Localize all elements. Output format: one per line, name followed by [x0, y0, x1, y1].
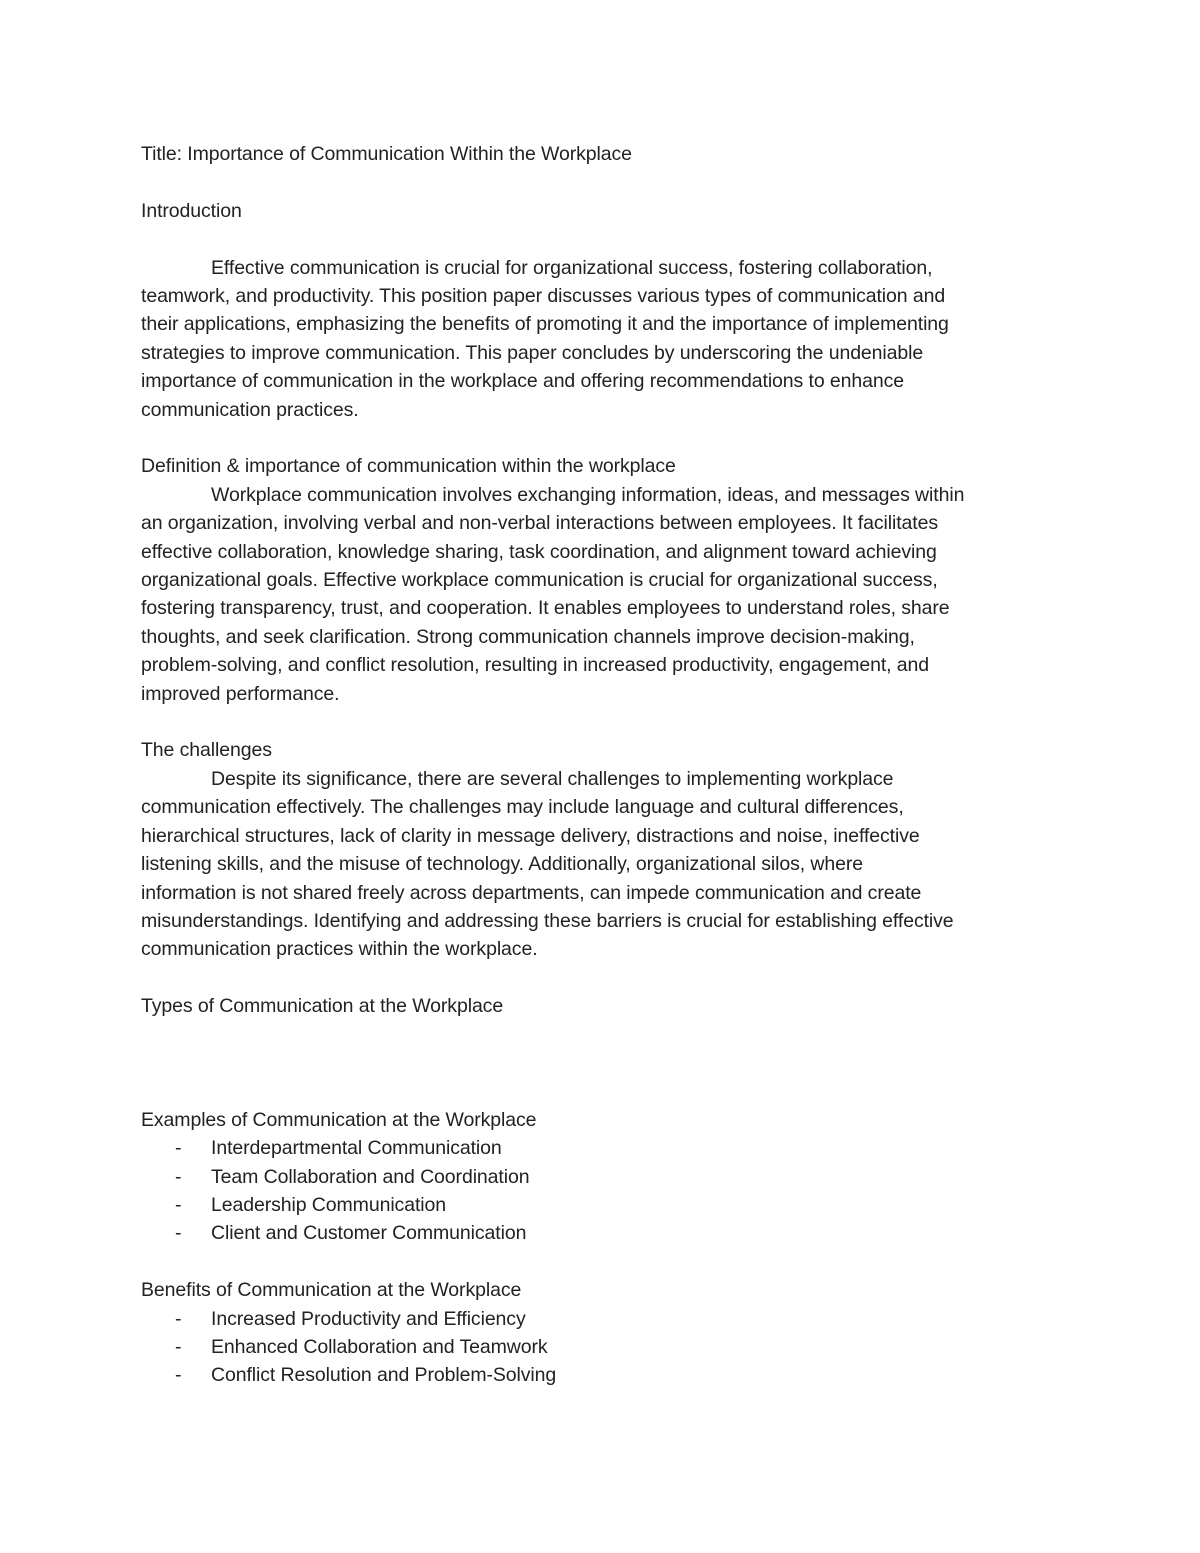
list-item-text: Enhanced Collaboration and Teamwork [211, 1335, 548, 1358]
list-item [141, 1163, 1081, 1191]
paragraph-line: fostering transparency, trust, and cooperation. It enables employees to understand roles, share [141, 597, 950, 620]
list-item [141, 1134, 1081, 1162]
paragraph-line: hierarchical structures, lack of clarity in message delivery, distractions and noise, ineffective [141, 824, 920, 847]
spacer [141, 1021, 1081, 1049]
paragraph-line: their applications, emphasizing the benefits of promoting it and the importance of implementing [141, 313, 949, 336]
spacer [141, 1049, 1081, 1077]
examples-list [141, 1134, 1081, 1248]
spacer [141, 225, 1081, 253]
list-bullet: - [175, 1222, 182, 1245]
paragraph-line: strategies to improve communication. This paper concludes by underscoring the undeniable [141, 341, 924, 364]
list-item-text: Client and Customer Communication [211, 1222, 527, 1245]
paragraph-line: communication practices within the workplace. [141, 938, 538, 961]
list-bullet: - [175, 1335, 182, 1358]
paragraph-line: information is not shared freely across departments, can impede communication and create [141, 881, 922, 904]
paragraph-line: importance of communication in the workplace and offering recommendations to enhance [141, 370, 905, 393]
spacer [141, 708, 1081, 736]
definition-paragraph [141, 481, 1081, 708]
paragraph-line: teamwork, and productivity. This position paper discusses various types of communication and [141, 285, 946, 307]
spacer [141, 964, 1081, 992]
list-item-text: Interdepartmental Communication [211, 1137, 502, 1160]
intro-paragraph [141, 254, 1081, 424]
list-bullet: - [175, 1307, 182, 1330]
list-bullet: - [175, 1137, 182, 1160]
list-item [141, 1219, 1081, 1247]
paragraph-line: misunderstandings. Identifying and addressing these barriers is crucial for establishing effective [141, 909, 954, 932]
spacer [141, 1077, 1081, 1105]
paragraph-line: improved performance. [141, 682, 340, 705]
paragraph-line: Despite its significance, there are several challenges to implementing workplace [211, 767, 894, 790]
challenges-paragraph [141, 765, 1081, 964]
list-item-text: Leadership Communication [211, 1193, 446, 1216]
document-title: Title: Importance of Communication Within the Workplace [141, 143, 632, 165]
spacer [141, 1248, 1081, 1276]
list-item [141, 1361, 1081, 1389]
challenges-heading: The challenges [141, 739, 272, 762]
list-item-text: Increased Productivity and Efficiency [211, 1307, 526, 1330]
list-item-text: Conflict Resolution and Problem-Solving [211, 1364, 557, 1387]
spacer [141, 424, 1081, 452]
intro-heading: Introduction [141, 199, 242, 222]
paragraph-line: communication effectively. The challenges may include language and cultural differences, [141, 796, 904, 819]
paragraph-line: Effective communication is crucial for organizational success, fostering collaboration, [211, 256, 933, 279]
list-item [141, 1305, 1081, 1333]
document-body [141, 140, 1081, 1390]
spacer [141, 168, 1081, 196]
list-item [141, 1191, 1081, 1219]
paragraph-line: listening skills, and the misuse of technology. Additionally, organizational silos, where [141, 853, 864, 876]
paragraph-line: an organization, involving verbal and non-verbal interactions between employees. It facilitates [141, 512, 938, 535]
list-bullet: - [175, 1165, 182, 1188]
benefits-list [141, 1305, 1081, 1390]
paragraph-line: problem-solving, and conflict resolution, resulting in increased productivity, engagement, and [141, 654, 930, 677]
types-heading: Types of Communication at the Workplace [141, 995, 504, 1018]
benefits-heading: Benefits of Communication at the Workplace [141, 1279, 522, 1302]
list-item [141, 1333, 1081, 1361]
paragraph-line: communication practices. [141, 398, 359, 421]
examples-heading: Examples of Communication at the Workplace [141, 1108, 537, 1131]
paragraph-line: effective collaboration, knowledge sharing, task coordination, and alignment toward achieving [141, 540, 937, 563]
paragraph-line: organizational goals. Effective workplace communication is crucial for organizational success, [141, 569, 938, 592]
definition-heading: Definition & importance of communication within the workplace [141, 455, 676, 478]
list-bullet: - [175, 1364, 182, 1387]
list-item-text: Team Collaboration and Coordination [211, 1165, 530, 1188]
paragraph-line: thoughts, and seek clarification. Strong communication channels improve decision-making, [141, 625, 915, 648]
paragraph-line: Workplace communication involves exchanging information, ideas, and messages within [211, 483, 965, 506]
list-bullet: - [175, 1193, 182, 1216]
